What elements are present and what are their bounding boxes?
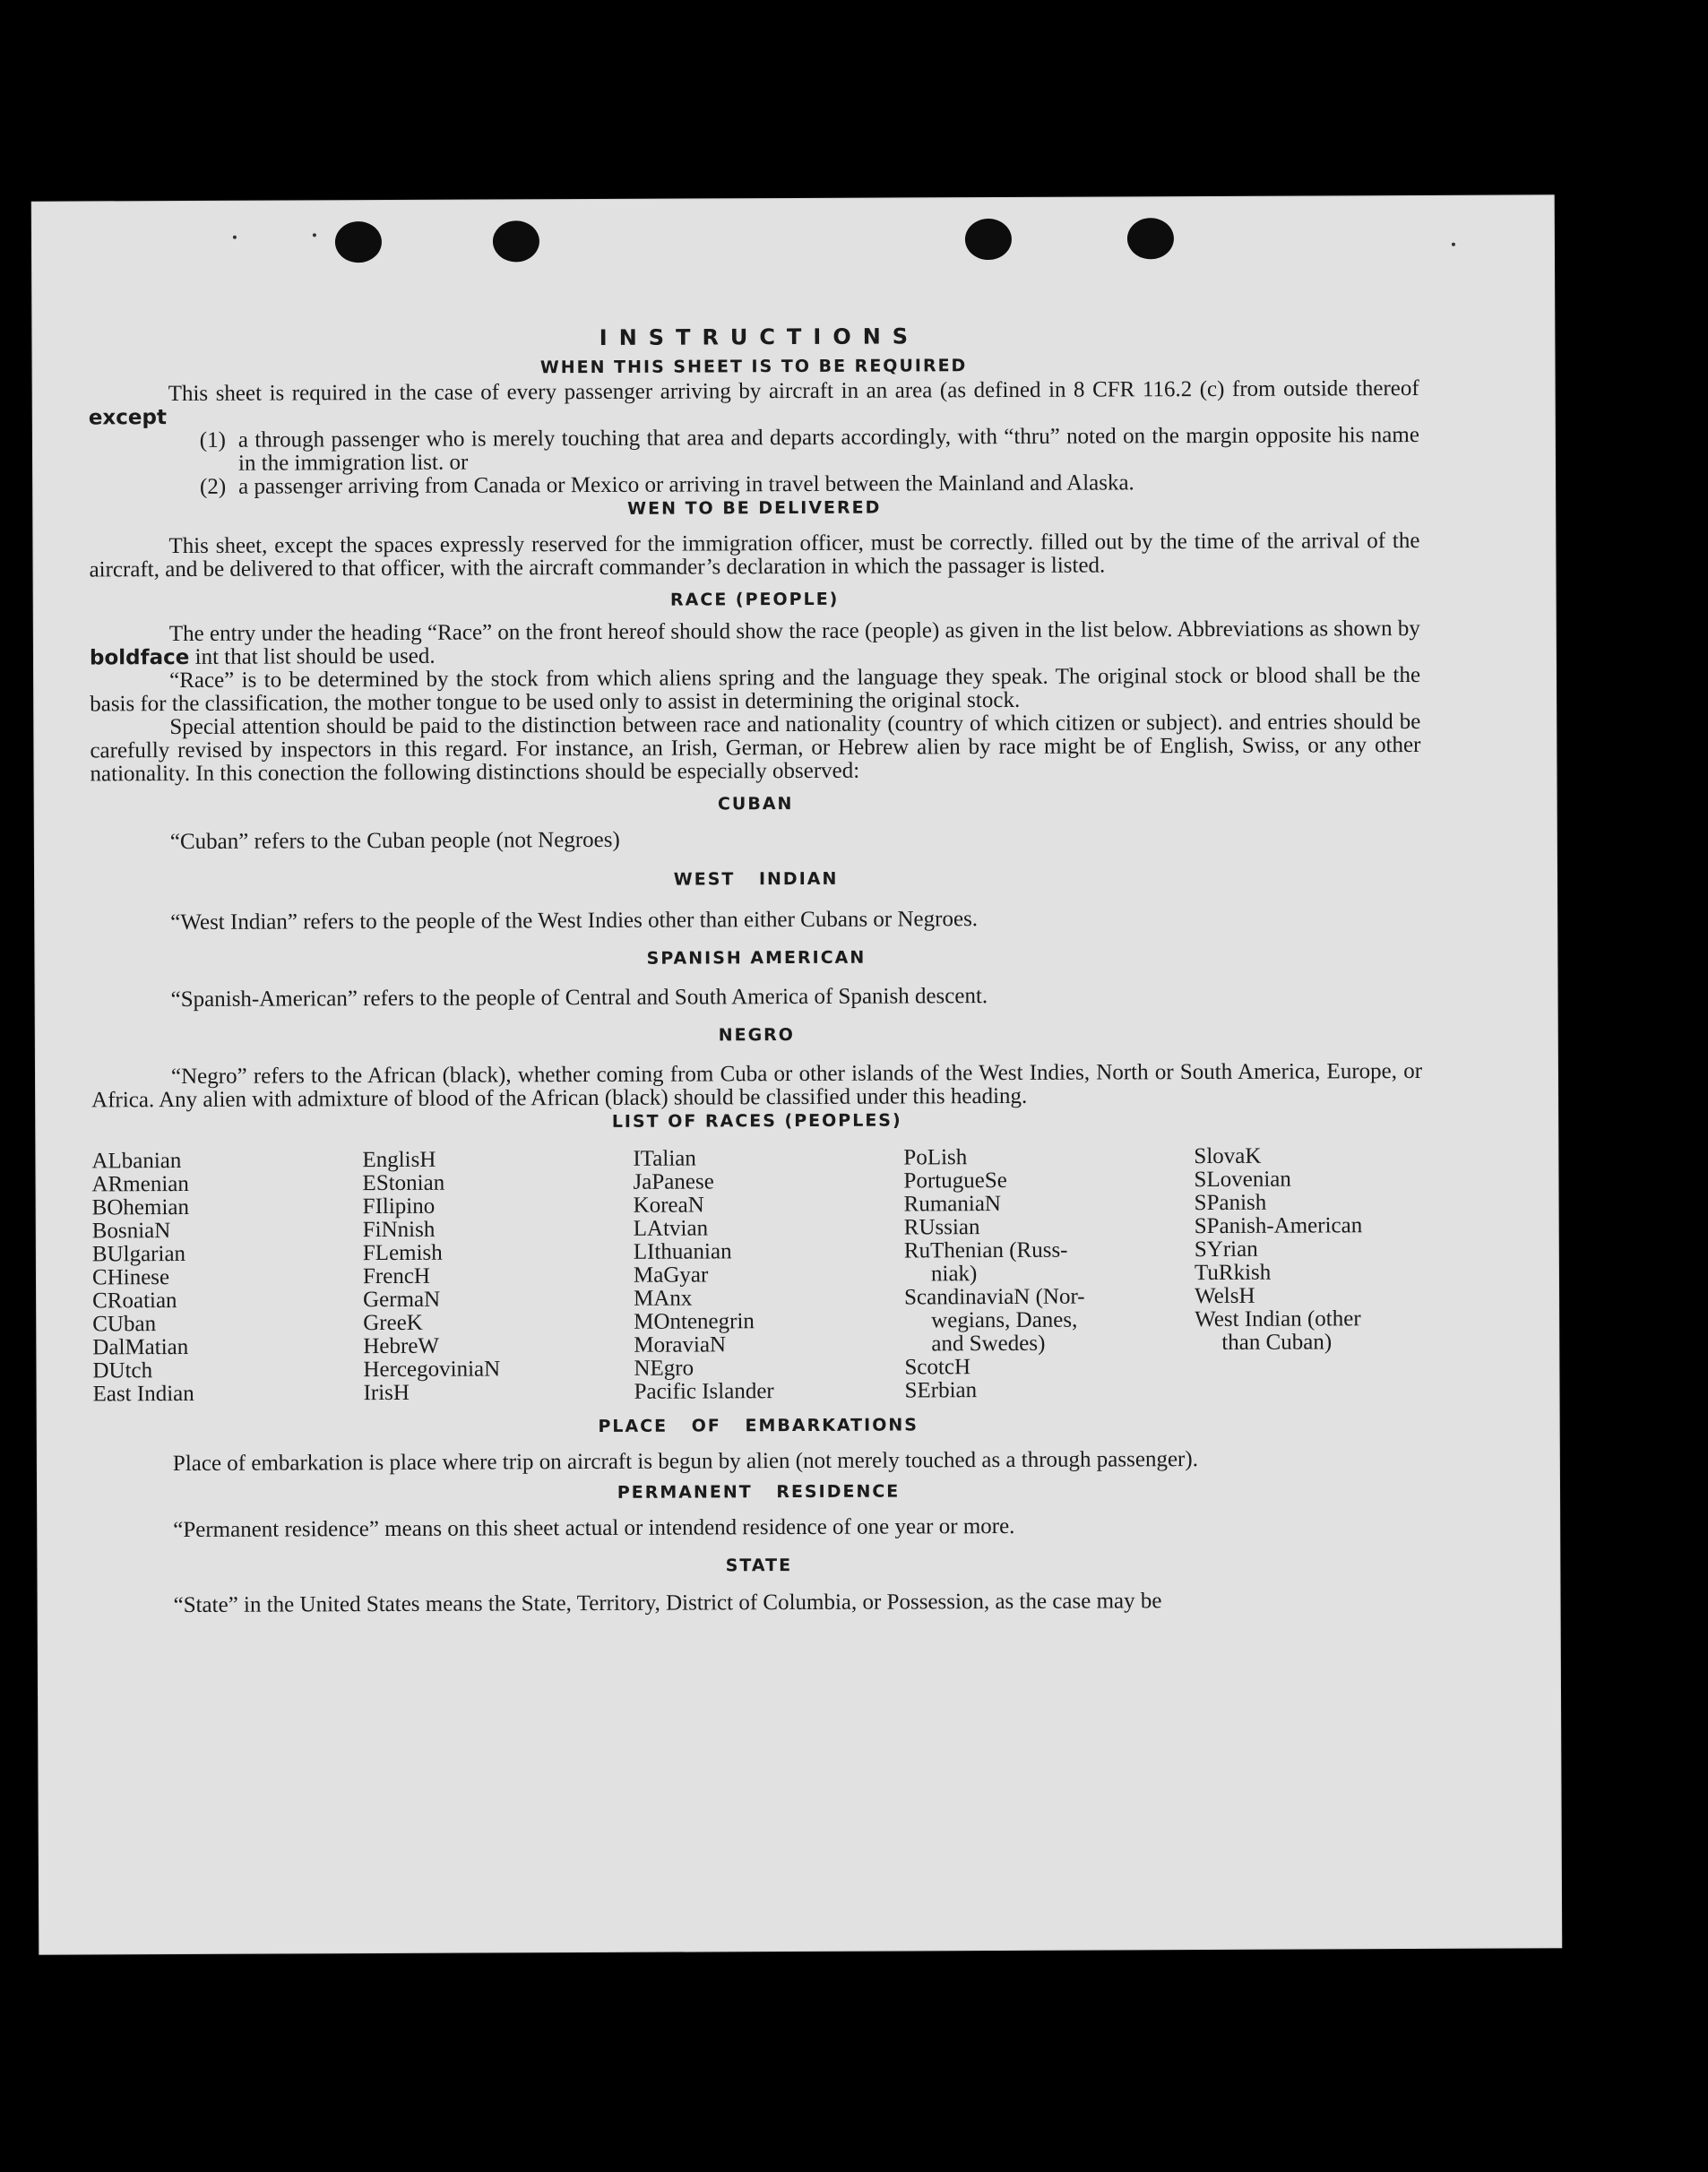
section-heading-when-delivered: WEN TO BE DELIVERED [627,497,882,519]
section-heading-list-of-races: LIST OF RACES (PEOPLES) [611,1110,902,1132]
race-item: SPanish-American [1194,1213,1363,1239]
race-item: LAtvian [633,1216,709,1241]
negro-text: “Negro” refers to the African (black), whether coming from Cuba or other islands of the West Indies, North or South America, Europe, or Africa. Any alien with admixture of blood of the African (black) should be classified under this heading. [91,1058,1423,1113]
race-item: CRoatian [92,1289,177,1314]
section-heading-spanish-american: SPANISH AMERICAN [646,947,867,969]
race-item: GreeK [363,1310,423,1336]
race-item: DUtch [92,1358,153,1383]
race-item: ITalian [633,1146,696,1171]
cuban-text: “Cuban” refers to the Cuban people (not Negroes) [169,827,620,855]
race-item-continuation: wegians, Danes, [931,1307,1078,1333]
race-paragraph-1-end: int that list should be used. [194,643,436,669]
punch-hole [493,220,539,262]
race-item: CHinese [91,1265,170,1290]
race-item: EStonian [362,1170,445,1196]
punch-hole [335,221,382,263]
page-title: INSTRUCTIONS [599,323,920,350]
race-item: SPanish [1194,1190,1267,1216]
race-item: RumaniaN [903,1192,1002,1217]
race-item: LIthuanian [633,1239,732,1264]
race-item: BOhemian [91,1194,190,1220]
section-heading-race: RACE (PEOPLE) [669,589,840,610]
section-heading-negro: NEGRO [718,1025,795,1046]
race-item: ARmenian [91,1171,189,1197]
race-item: BosniaN [91,1219,171,1244]
race-item: NEgro [634,1356,694,1381]
race-item: MOntenegrin [634,1309,755,1334]
exception-item [89,470,1419,499]
speck [233,236,237,239]
race-item: RUssian [903,1215,980,1240]
permanent-residence-text: “Permanent residence” means on this sheet actual or intendend residence of one year or more. [173,1513,1015,1543]
race-item: SYrian [1194,1237,1258,1263]
when-required-intro [89,377,1419,429]
boldface-emphasis: boldface [89,645,190,670]
race-item: HercegoviniaN [363,1357,501,1383]
section-heading-embarkation: PLACE OF EMBARKATIONS [598,1415,919,1436]
exception-number: (1) [199,427,226,452]
race-item: SErbian [904,1378,978,1403]
punch-hole [965,219,1012,260]
race-item: FIlipino [362,1194,436,1220]
race-paragraph-1-start: The entry under the heading “Race” on the front hereof should show the race (people) as given in the list below. Abbreviations as shown by [168,616,1420,647]
instructions-body [88,322,1424,1617]
race-item: SLovenian [1194,1167,1291,1193]
race-item: MoraviaN [634,1332,727,1358]
race-item: PoLish [903,1145,968,1170]
race-item: MaGyar [633,1263,709,1288]
state-text: “State” in the United States means the State, Territory, District of Columbia, or Possession, as the case may be [173,1589,1162,1618]
speck [1452,243,1455,246]
race-item-continuation: niak) [930,1262,978,1287]
races-column [633,1146,904,1403]
race-paragraph-2: “Race” is to be determined by the stock from which aliens spring and the language they speak. The original stock or blood shall be the basis for the classification, the mother tongue to be used only to assist in determining the original stock. [90,662,1421,717]
races-column [903,1145,1195,1402]
race-item: CUban [92,1312,157,1337]
race-item: ScandinaviaN (Nor- [904,1284,1085,1310]
race-item: BUlgarian [91,1241,186,1267]
race-item: KoreaN [633,1193,704,1218]
when-required-intro-text: This sheet is required in the case of every passenger arriving by aircraft in an area (as defined in 8 CFR 116.2 (c) from outside thereof [168,375,1419,407]
race-item: RuThenian (Russ- [903,1237,1068,1263]
section-heading-west-indian: WEST INDIAN [673,868,839,890]
except-emphasis: except [88,406,167,430]
section-heading-permanent-residence: PERMANENT RESIDENCE [617,1481,901,1503]
race-item: FLemish [362,1240,443,1266]
section-heading-cuban: CUBAN [717,794,794,814]
section-heading-state: STATE [725,1556,793,1576]
race-item: EnglisH [362,1147,436,1173]
exception-item [89,424,1419,476]
race-paragraph-3: Special attention should be paid to the distinction between race and nationality (country of which citizen or subject). and entries should be carefully revised by inspectors in this regard. For instance, an Irish, German, or Hebrew alien by race might be of English, Swiss, or any other nationality. In this conection the following distinctions should be especially observed: [90,709,1421,787]
race-item: MAnx [634,1286,693,1311]
speck [313,233,316,237]
race-item: DalMatian [92,1334,189,1360]
race-item: Pacific Islander [634,1379,774,1404]
punch-hole [1127,218,1174,259]
west-indian-text: “West Indian” refers to the people of the West Indies other than either Cubans or Negroes. [170,907,979,935]
instruction-sheet [32,195,1562,1953]
race-item: West Indian (other [1195,1306,1361,1332]
races-list [91,1144,1423,1406]
when-delivered-text: This sheet, except the spaces expressly reserved for the immigration officer, must be correctly. filled out by the time of the arrival of the aircraft, and be delivered to that officer, with the aircraft commander’s declaration in which the passager is listed. [89,528,1420,582]
section-heading-when-required: WHEN THIS SHEET IS TO BE REQUIRED [539,356,968,378]
race-item: SlovaK [1194,1143,1262,1169]
race-item: PortugueSe [903,1168,1007,1194]
race-item: FiNnish [362,1217,436,1243]
race-item-continuation: and Swedes) [931,1331,1046,1357]
race-item: ScotcH [904,1355,971,1380]
race-item-continuation: than Cuban) [1221,1330,1333,1355]
race-item: TuRkish [1194,1260,1272,1286]
race-item: GermaN [363,1287,441,1313]
exception-text: a through passenger who is merely touching that area and departs accordingly, with “thru” noted on the margin opposite his name in the immigration list. or [237,422,1419,476]
race-item: ALbanian [91,1148,182,1174]
race-item: IrisH [363,1380,410,1406]
races-column [91,1149,363,1406]
race-item: HebreW [363,1333,440,1359]
race-paragraph-1 [90,617,1420,669]
race-item: WelsH [1195,1283,1255,1309]
exception-text: a passenger arriving from Canada or Mexico or arriving in travel between the Mainland and Alaska. [238,470,1134,499]
exception-number: (2) [199,474,227,499]
races-column [1194,1144,1436,1401]
race-item: JaPanese [633,1169,714,1194]
spanish-american-text: “Spanish-American” refers to the people of Central and South America of Spanish descent. [170,984,988,1013]
race-item: East Indian [92,1381,194,1407]
races-column [362,1148,634,1405]
embarkation-text: Place of embarkation is place where trip on aircraft is begun by alien (not merely touched as a through passenger). [172,1447,1198,1477]
race-item: FrencH [362,1263,431,1289]
